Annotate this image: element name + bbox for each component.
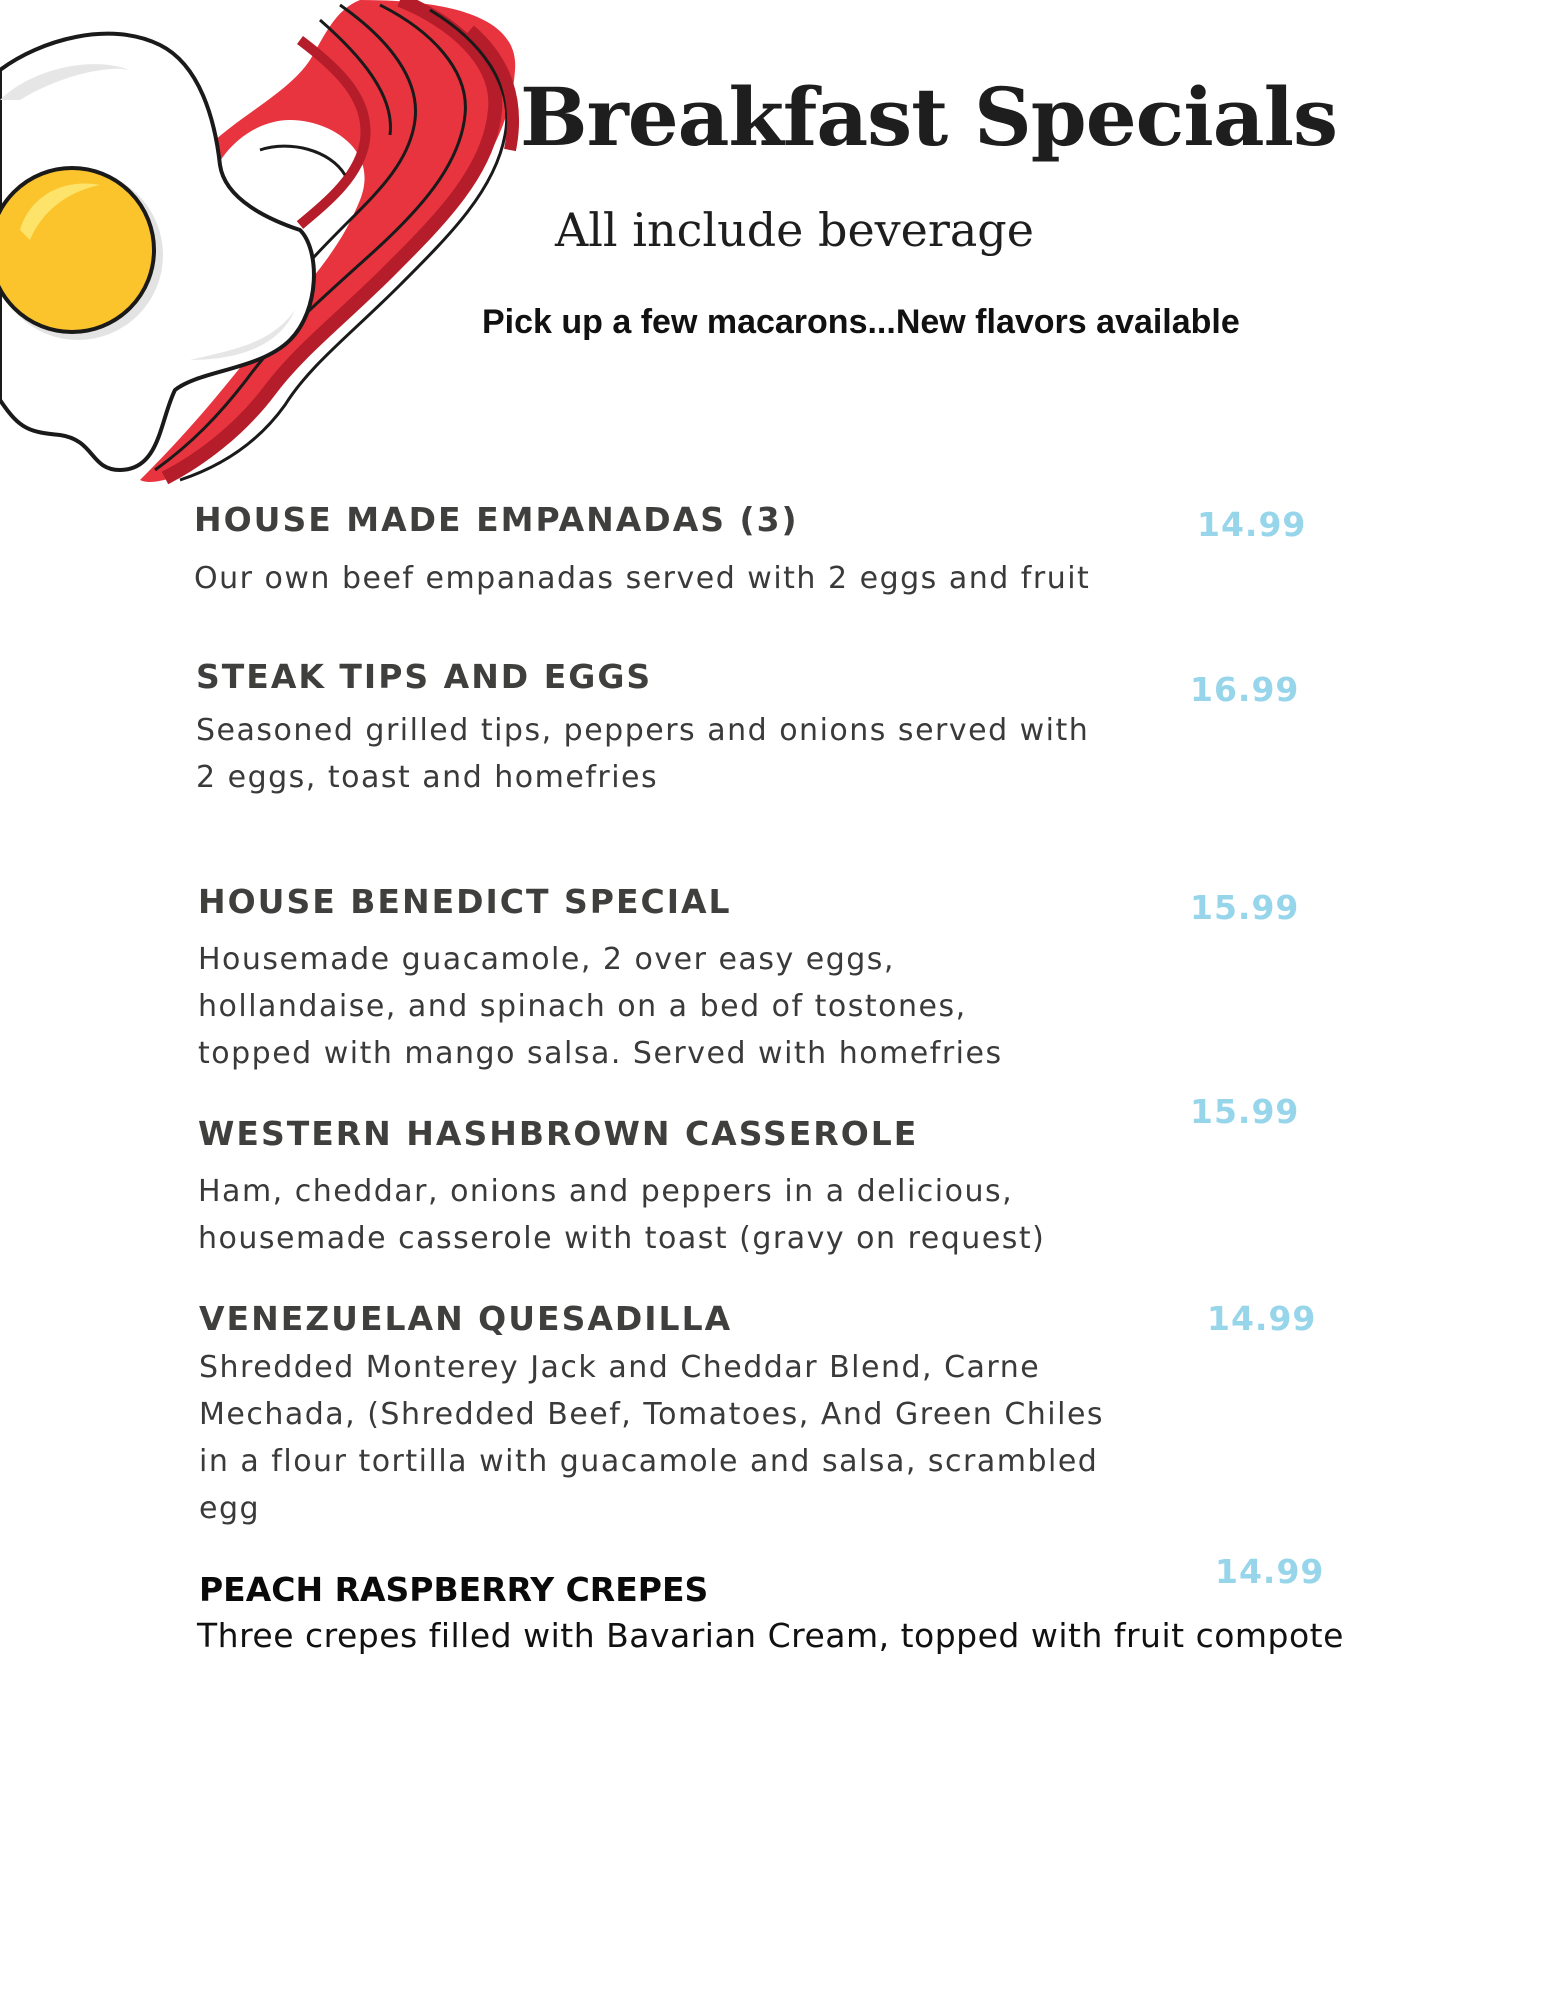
menu-item-description: Our own beef empanadas served with 2 eggs and fruit bbox=[194, 561, 1091, 596]
menu-item-description: Three crepes filled with Bavarian Cream, topped with fruit compote bbox=[197, 1616, 1344, 1655]
menu-item-description: Ham, cheddar, onions and peppers in a delicious, housemade casserole with toast (gravy on request) bbox=[198, 1174, 1046, 1256]
menu-item-name: HOUSE MADE EMPANADAS (3) bbox=[194, 500, 799, 539]
menu-item-description: Seasoned grilled tips, peppers and onions served with 2 eggs, toast and homefries bbox=[196, 713, 1090, 795]
egg-and-bacon-illustration bbox=[0, 0, 540, 500]
menu-item-price: 15.99 bbox=[1190, 888, 1300, 927]
menu-item-description: Shredded Monterey Jack and Cheddar Blend, Carne Mechada, (Shredded Beef, Tomatoes, And Green Chiles in a flour tortilla with guacamole and salsa, scrambled egg bbox=[199, 1350, 1105, 1526]
tagline: Pick up a few macarons...New flavors available bbox=[482, 303, 1240, 341]
menu-item-name: VENEZUELAN QUESADILLA bbox=[199, 1299, 733, 1338]
menu-item-description: Housemade guacamole, 2 over easy eggs, hollandaise, and spinach on a bed of tostones, topped with mango salsa. Served with homefries bbox=[198, 942, 1003, 1071]
menu-item-price: 14.99 bbox=[1207, 1299, 1317, 1338]
menu-item-name: HOUSE BENEDICT SPECIAL bbox=[198, 882, 732, 921]
page-title: Breakfast Specials bbox=[520, 70, 1337, 164]
menu-item-price: 15.99 bbox=[1190, 1092, 1300, 1131]
menu-item-name: STEAK TIPS AND EGGS bbox=[196, 657, 653, 696]
menu-item-price: 14.99 bbox=[1197, 505, 1307, 544]
menu-item-price: 16.99 bbox=[1190, 670, 1300, 709]
page-subtitle: All include beverage bbox=[555, 203, 1034, 257]
menu-item-price: 14.99 bbox=[1215, 1552, 1325, 1591]
menu-item-name: WESTERN HASHBROWN CASSEROLE bbox=[198, 1114, 919, 1153]
menu-item-name: PEACH RASPBERRY CREPES bbox=[199, 1570, 709, 1609]
